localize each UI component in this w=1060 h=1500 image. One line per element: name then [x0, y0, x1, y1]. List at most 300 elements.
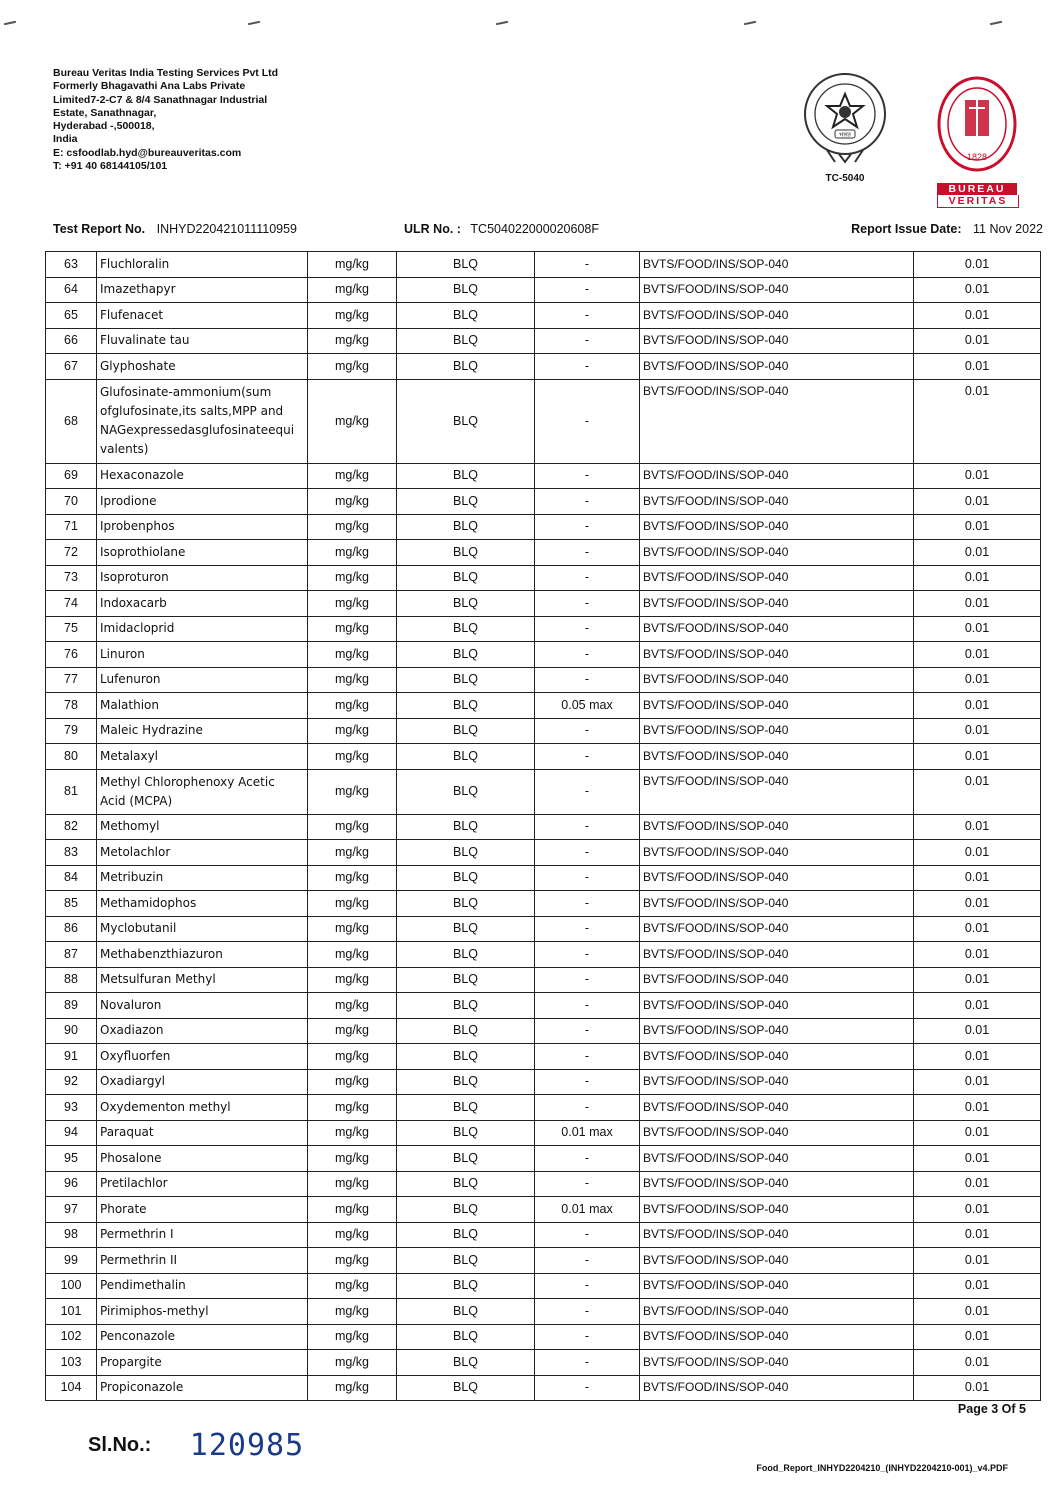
limit-cell: -: [535, 616, 640, 642]
row-serial: 64: [46, 277, 97, 303]
serial-number-label: Sl.No.:: [88, 1434, 152, 1456]
loq-cell: 0.01: [914, 642, 1041, 668]
unit-cell: mg/kg: [308, 1375, 397, 1401]
table-row: [46, 1350, 1041, 1376]
page-number: Page 3 Of 5: [957, 1402, 1026, 1416]
table-row: [46, 865, 1041, 891]
parameter-name: Iprodione: [97, 489, 308, 515]
scan-mark: [496, 21, 508, 25]
unit-cell: mg/kg: [308, 942, 397, 968]
result-cell: BLQ: [397, 1350, 535, 1376]
bv-wordmark-veritas: VERITAS: [937, 195, 1019, 208]
limit-cell: -: [535, 814, 640, 840]
row-serial: 79: [46, 718, 97, 744]
nabl-seal: [797, 70, 893, 184]
test-report-no-label: Test Report No.: [53, 222, 146, 236]
row-serial: 100: [46, 1273, 97, 1299]
serial-number-value: 120985: [189, 1428, 305, 1463]
loq-cell: 0.01: [914, 1146, 1041, 1172]
table-row: [46, 891, 1041, 917]
row-serial: 71: [46, 514, 97, 540]
lab-address-line: India: [53, 133, 78, 146]
loq-cell: 0.01: [914, 1350, 1041, 1376]
unit-cell: mg/kg: [308, 642, 397, 668]
result-cell: BLQ: [397, 1095, 535, 1121]
limit-cell: -: [535, 1095, 640, 1121]
result-cell: BLQ: [397, 642, 535, 668]
limit-cell: -: [535, 891, 640, 917]
table-row: [46, 303, 1041, 329]
table-row: [46, 616, 1041, 642]
table-row: [46, 463, 1041, 489]
loq-cell: 0.01: [914, 354, 1041, 380]
row-serial: 83: [46, 840, 97, 866]
table-row: [46, 1299, 1041, 1325]
unit-cell: mg/kg: [308, 463, 397, 489]
limit-cell: -: [535, 642, 640, 668]
row-serial: 93: [46, 1095, 97, 1121]
result-cell: BLQ: [397, 1044, 535, 1070]
parameter-name: Indoxacarb: [97, 591, 308, 617]
loq-cell: 0.01: [914, 1324, 1041, 1350]
unit-cell: mg/kg: [308, 489, 397, 515]
loq-cell: 0.01: [914, 967, 1041, 993]
result-cell: BLQ: [397, 540, 535, 566]
result-cell: BLQ: [397, 252, 535, 278]
table-row: [46, 1248, 1041, 1274]
unit-cell: mg/kg: [308, 1273, 397, 1299]
row-serial: 67: [46, 354, 97, 380]
table-row: [46, 916, 1041, 942]
table-row: [46, 1324, 1041, 1350]
method-cell: BVTS/FOOD/INS/SOP-040: [640, 1273, 914, 1299]
loq-cell: 0.01: [914, 616, 1041, 642]
loq-cell: 0.01: [914, 514, 1041, 540]
method-cell: BVTS/FOOD/INS/SOP-040: [640, 354, 914, 380]
unit-cell: mg/kg: [308, 1069, 397, 1095]
table-row: [46, 693, 1041, 719]
row-serial: 73: [46, 565, 97, 591]
method-cell: BVTS/FOOD/INS/SOP-040: [640, 1222, 914, 1248]
lab-address-line: Estate, Sanathnagar,: [53, 106, 157, 119]
row-serial: 102: [46, 1324, 97, 1350]
limit-cell: -: [535, 1222, 640, 1248]
row-serial: 63: [46, 252, 97, 278]
report-issue-date-label: Report Issue Date:: [851, 222, 962, 236]
unit-cell: mg/kg: [308, 379, 397, 463]
result-cell: BLQ: [397, 1324, 535, 1350]
report-issue-date-value: 11 Nov 2022: [973, 222, 1043, 236]
method-cell: BVTS/FOOD/INS/SOP-040: [640, 891, 914, 917]
parameter-name: Iprobenphos: [97, 514, 308, 540]
loq-cell: 0.01: [914, 814, 1041, 840]
row-serial: 98: [46, 1222, 97, 1248]
report-issue-date: [851, 222, 1043, 236]
bv-year: 1828: [966, 152, 988, 162]
table-row: [46, 814, 1041, 840]
loq-cell: 0.01: [914, 463, 1041, 489]
parameter-name: Oxydementon methyl: [97, 1095, 308, 1121]
row-serial: 86: [46, 916, 97, 942]
scan-mark: [4, 21, 16, 25]
method-cell: BVTS/FOOD/INS/SOP-040: [640, 252, 914, 278]
result-cell: BLQ: [397, 993, 535, 1019]
table-row: [46, 718, 1041, 744]
limit-cell: -: [535, 769, 640, 814]
table-row: [46, 540, 1041, 566]
method-cell: BVTS/FOOD/INS/SOP-040: [640, 1299, 914, 1325]
row-serial: 85: [46, 891, 97, 917]
method-cell: BVTS/FOOD/INS/SOP-040: [640, 744, 914, 770]
unit-cell: mg/kg: [308, 993, 397, 1019]
row-serial: 104: [46, 1375, 97, 1401]
parameter-name: Oxadiazon: [97, 1018, 308, 1044]
serial-number: [88, 1428, 304, 1463]
table-row: [46, 769, 1041, 814]
loq-cell: 0.01: [914, 1375, 1041, 1401]
results-table: [45, 251, 1041, 1401]
parameter-name: Oxyfluorfen: [97, 1044, 308, 1070]
limit-cell: -: [535, 1069, 640, 1095]
unit-cell: mg/kg: [308, 354, 397, 380]
unit-cell: mg/kg: [308, 769, 397, 814]
unit-cell: mg/kg: [308, 616, 397, 642]
method-cell: BVTS/FOOD/INS/SOP-040: [640, 1324, 914, 1350]
parameter-name: Permethrin II: [97, 1248, 308, 1274]
scan-mark: [990, 21, 1002, 25]
unit-cell: mg/kg: [308, 967, 397, 993]
unit-cell: mg/kg: [308, 1095, 397, 1121]
row-serial: 78: [46, 693, 97, 719]
loq-cell: 0.01: [914, 693, 1041, 719]
result-cell: BLQ: [397, 328, 535, 354]
row-serial: 91: [46, 1044, 97, 1070]
limit-cell: -: [535, 565, 640, 591]
loq-cell: 0.01: [914, 1018, 1041, 1044]
table-row: [46, 489, 1041, 515]
method-cell: BVTS/FOOD/INS/SOP-040: [640, 277, 914, 303]
row-serial: 66: [46, 328, 97, 354]
loq-cell: 0.01: [914, 718, 1041, 744]
unit-cell: mg/kg: [308, 303, 397, 329]
loq-cell: 0.01: [914, 1273, 1041, 1299]
limit-cell: -: [535, 840, 640, 866]
row-serial: 103: [46, 1350, 97, 1376]
loq-cell: 0.01: [914, 1222, 1041, 1248]
result-cell: BLQ: [397, 565, 535, 591]
table-row: [46, 1120, 1041, 1146]
row-serial: 88: [46, 967, 97, 993]
method-cell: BVTS/FOOD/INS/SOP-040: [640, 616, 914, 642]
table-row: [46, 1171, 1041, 1197]
table-row: [46, 1095, 1041, 1121]
parameter-name: Phorate: [97, 1197, 308, 1223]
loq-cell: 0.01: [914, 744, 1041, 770]
method-cell: BVTS/FOOD/INS/SOP-040: [640, 1350, 914, 1376]
row-serial: 90: [46, 1018, 97, 1044]
unit-cell: mg/kg: [308, 328, 397, 354]
limit-cell: -: [535, 967, 640, 993]
parameter-name: Methamidophos: [97, 891, 308, 917]
result-cell: BLQ: [397, 1018, 535, 1044]
row-serial: 89: [46, 993, 97, 1019]
method-cell: BVTS/FOOD/INS/SOP-040: [640, 514, 914, 540]
unit-cell: mg/kg: [308, 591, 397, 617]
limit-cell: -: [535, 328, 640, 354]
result-cell: BLQ: [397, 1120, 535, 1146]
row-serial: 97: [46, 1197, 97, 1223]
parameter-name: Metsulfuran Methyl: [97, 967, 308, 993]
method-cell: BVTS/FOOD/INS/SOP-040: [640, 1171, 914, 1197]
parameter-name: Lufenuron: [97, 667, 308, 693]
limit-cell: -: [535, 1171, 640, 1197]
limit-cell: -: [535, 744, 640, 770]
limit-cell: -: [535, 463, 640, 489]
unit-cell: mg/kg: [308, 840, 397, 866]
method-cell: BVTS/FOOD/INS/SOP-040: [640, 769, 914, 814]
loq-cell: 0.01: [914, 1095, 1041, 1121]
table-row: [46, 354, 1041, 380]
row-serial: 82: [46, 814, 97, 840]
method-cell: BVTS/FOOD/INS/SOP-040: [640, 642, 914, 668]
method-cell: BVTS/FOOD/INS/SOP-040: [640, 1044, 914, 1070]
limit-cell: -: [535, 379, 640, 463]
footer-file-name: Food_Report_INHYD2204210_(INHYD2204210-001)_v4.PDF: [756, 1463, 1008, 1473]
table-row: [46, 942, 1041, 968]
loq-cell: 0.01: [914, 591, 1041, 617]
unit-cell: mg/kg: [308, 667, 397, 693]
parameter-name: Flufenacet: [97, 303, 308, 329]
parameter-name: Fluvalinate tau: [97, 328, 308, 354]
parameter-name: Imazethapyr: [97, 277, 308, 303]
report-reference-line: [53, 222, 1043, 240]
method-cell: BVTS/FOOD/INS/SOP-040: [640, 942, 914, 968]
result-cell: BLQ: [397, 1375, 535, 1401]
result-cell: BLQ: [397, 379, 535, 463]
limit-cell: -: [535, 252, 640, 278]
method-cell: BVTS/FOOD/INS/SOP-040: [640, 718, 914, 744]
method-cell: BVTS/FOOD/INS/SOP-040: [640, 303, 914, 329]
method-cell: BVTS/FOOD/INS/SOP-040: [640, 1018, 914, 1044]
test-report-no-value: INHYD220421011110959: [156, 222, 298, 236]
method-cell: BVTS/FOOD/INS/SOP-040: [640, 1248, 914, 1274]
limit-cell: -: [535, 1299, 640, 1325]
result-cell: BLQ: [397, 1146, 535, 1172]
loq-cell: 0.01: [914, 1044, 1041, 1070]
result-cell: BLQ: [397, 1273, 535, 1299]
limit-cell: -: [535, 354, 640, 380]
parameter-name: Linuron: [97, 642, 308, 668]
row-serial: 69: [46, 463, 97, 489]
method-cell: BVTS/FOOD/INS/SOP-040: [640, 840, 914, 866]
lab-address-line: Limited7-2-C7 & 8/4 Sanathnagar Industrial: [53, 93, 268, 106]
parameter-name: Phosalone: [97, 1146, 308, 1172]
unit-cell: mg/kg: [308, 1324, 397, 1350]
result-cell: BLQ: [397, 693, 535, 719]
parameter-name: Glufosinate-ammonium(sum ofglufosinate,its salts,MPP and NAGexpressedasglufosinateequi valents): [97, 379, 308, 463]
results-table-body: [46, 252, 1041, 1401]
result-cell: BLQ: [397, 616, 535, 642]
loq-cell: 0.01: [914, 540, 1041, 566]
nabl-seal-icon: [797, 70, 893, 166]
loq-cell: 0.01: [914, 379, 1041, 463]
parameter-name: Imidacloprid: [97, 616, 308, 642]
unit-cell: mg/kg: [308, 1044, 397, 1070]
limit-cell: -: [535, 1350, 640, 1376]
limit-cell: -: [535, 916, 640, 942]
loq-cell: 0.01: [914, 840, 1041, 866]
limit-cell: 0.01 max: [535, 1120, 640, 1146]
parameter-name: Hexaconazole: [97, 463, 308, 489]
parameter-name: Propargite: [97, 1350, 308, 1376]
unit-cell: mg/kg: [308, 1299, 397, 1325]
limit-cell: -: [535, 1044, 640, 1070]
result-cell: BLQ: [397, 1069, 535, 1095]
result-cell: BLQ: [397, 1171, 535, 1197]
table-row: [46, 1197, 1041, 1223]
nabl-caption: भारत: [839, 131, 851, 139]
loq-cell: 0.01: [914, 565, 1041, 591]
unit-cell: mg/kg: [308, 277, 397, 303]
limit-cell: -: [535, 489, 640, 515]
row-serial: 75: [46, 616, 97, 642]
loq-cell: 0.01: [914, 942, 1041, 968]
loq-cell: 0.01: [914, 891, 1041, 917]
parameter-name: Malathion: [97, 693, 308, 719]
limit-cell: -: [535, 1273, 640, 1299]
table-row: [46, 1018, 1041, 1044]
table-row: [46, 514, 1041, 540]
table-row: [46, 1069, 1041, 1095]
limit-cell: -: [535, 718, 640, 744]
method-cell: BVTS/FOOD/INS/SOP-040: [640, 967, 914, 993]
parameter-name: Novaluron: [97, 993, 308, 1019]
loq-cell: 0.01: [914, 1171, 1041, 1197]
unit-cell: mg/kg: [308, 1120, 397, 1146]
result-cell: BLQ: [397, 489, 535, 515]
loq-cell: 0.01: [914, 328, 1041, 354]
table-row: [46, 967, 1041, 993]
limit-cell: -: [535, 1375, 640, 1401]
table-row: [46, 277, 1041, 303]
result-cell: BLQ: [397, 814, 535, 840]
unit-cell: mg/kg: [308, 1197, 397, 1223]
result-cell: BLQ: [397, 865, 535, 891]
parameter-name: Propiconazole: [97, 1375, 308, 1401]
unit-cell: mg/kg: [308, 814, 397, 840]
method-cell: BVTS/FOOD/INS/SOP-040: [640, 489, 914, 515]
method-cell: BVTS/FOOD/INS/SOP-040: [640, 814, 914, 840]
limit-cell: -: [535, 591, 640, 617]
unit-cell: mg/kg: [308, 718, 397, 744]
parameter-name: Metribuzin: [97, 865, 308, 891]
row-serial: 77: [46, 667, 97, 693]
method-cell: BVTS/FOOD/INS/SOP-040: [640, 1197, 914, 1223]
parameter-name: Methabenzthiazuron: [97, 942, 308, 968]
scan-mark: [248, 21, 260, 25]
unit-cell: mg/kg: [308, 865, 397, 891]
loq-cell: 0.01: [914, 1120, 1041, 1146]
limit-cell: -: [535, 540, 640, 566]
method-cell: BVTS/FOOD/INS/SOP-040: [640, 865, 914, 891]
limit-cell: -: [535, 1146, 640, 1172]
method-cell: BVTS/FOOD/INS/SOP-040: [640, 993, 914, 1019]
method-cell: BVTS/FOOD/INS/SOP-040: [640, 463, 914, 489]
parameter-name: Myclobutanil: [97, 916, 308, 942]
row-serial: 101: [46, 1299, 97, 1325]
loq-cell: 0.01: [914, 489, 1041, 515]
method-cell: BVTS/FOOD/INS/SOP-040: [640, 1120, 914, 1146]
unit-cell: mg/kg: [308, 1222, 397, 1248]
limit-cell: -: [535, 1248, 640, 1274]
method-cell: BVTS/FOOD/INS/SOP-040: [640, 1095, 914, 1121]
result-cell: BLQ: [397, 591, 535, 617]
loq-cell: 0.01: [914, 277, 1041, 303]
row-serial: 68: [46, 379, 97, 463]
result-cell: BLQ: [397, 916, 535, 942]
ulr-no-value: TC504022000020608F: [470, 222, 599, 236]
table-row: [46, 642, 1041, 668]
row-serial: 70: [46, 489, 97, 515]
loq-cell: 0.01: [914, 916, 1041, 942]
parameter-name: Isoprothiolane: [97, 540, 308, 566]
loq-cell: 0.01: [914, 252, 1041, 278]
result-cell: BLQ: [397, 463, 535, 489]
loq-cell: 0.01: [914, 303, 1041, 329]
method-cell: BVTS/FOOD/INS/SOP-040: [640, 328, 914, 354]
result-cell: BLQ: [397, 303, 535, 329]
result-cell: BLQ: [397, 277, 535, 303]
test-report-no: [53, 222, 297, 236]
unit-cell: mg/kg: [308, 744, 397, 770]
parameter-name: Glyphoshate: [97, 354, 308, 380]
table-row: [46, 1146, 1041, 1172]
limit-cell: 0.01 max: [535, 1197, 640, 1223]
result-cell: BLQ: [397, 840, 535, 866]
lab-address: [53, 67, 373, 173]
unit-cell: mg/kg: [308, 891, 397, 917]
limit-cell: -: [535, 514, 640, 540]
loq-cell: 0.01: [914, 1069, 1041, 1095]
lab-address-line: Hyderabad -,500018,: [53, 120, 155, 133]
parameter-name: Oxadiargyl: [97, 1069, 308, 1095]
table-row: [46, 744, 1041, 770]
limit-cell: -: [535, 667, 640, 693]
loq-cell: 0.01: [914, 769, 1041, 814]
unit-cell: mg/kg: [308, 916, 397, 942]
method-cell: BVTS/FOOD/INS/SOP-040: [640, 565, 914, 591]
table-row: [46, 252, 1041, 278]
method-cell: BVTS/FOOD/INS/SOP-040: [640, 591, 914, 617]
loq-cell: 0.01: [914, 1197, 1041, 1223]
method-cell: BVTS/FOOD/INS/SOP-040: [640, 667, 914, 693]
row-serial: 87: [46, 942, 97, 968]
table-row: [46, 328, 1041, 354]
ulr-no: [404, 222, 599, 236]
lab-address-line: Formerly Bhagavathi Ana Labs Private: [53, 80, 246, 93]
unit-cell: mg/kg: [308, 1146, 397, 1172]
row-serial: 95: [46, 1146, 97, 1172]
unit-cell: mg/kg: [308, 1171, 397, 1197]
result-cell: BLQ: [397, 1197, 535, 1223]
row-serial: 76: [46, 642, 97, 668]
row-serial: 65: [46, 303, 97, 329]
bv-wordmark-bureau: BUREAU: [937, 183, 1017, 195]
loq-cell: 0.01: [914, 667, 1041, 693]
result-cell: BLQ: [397, 667, 535, 693]
row-serial: 74: [46, 591, 97, 617]
limit-cell: -: [535, 865, 640, 891]
